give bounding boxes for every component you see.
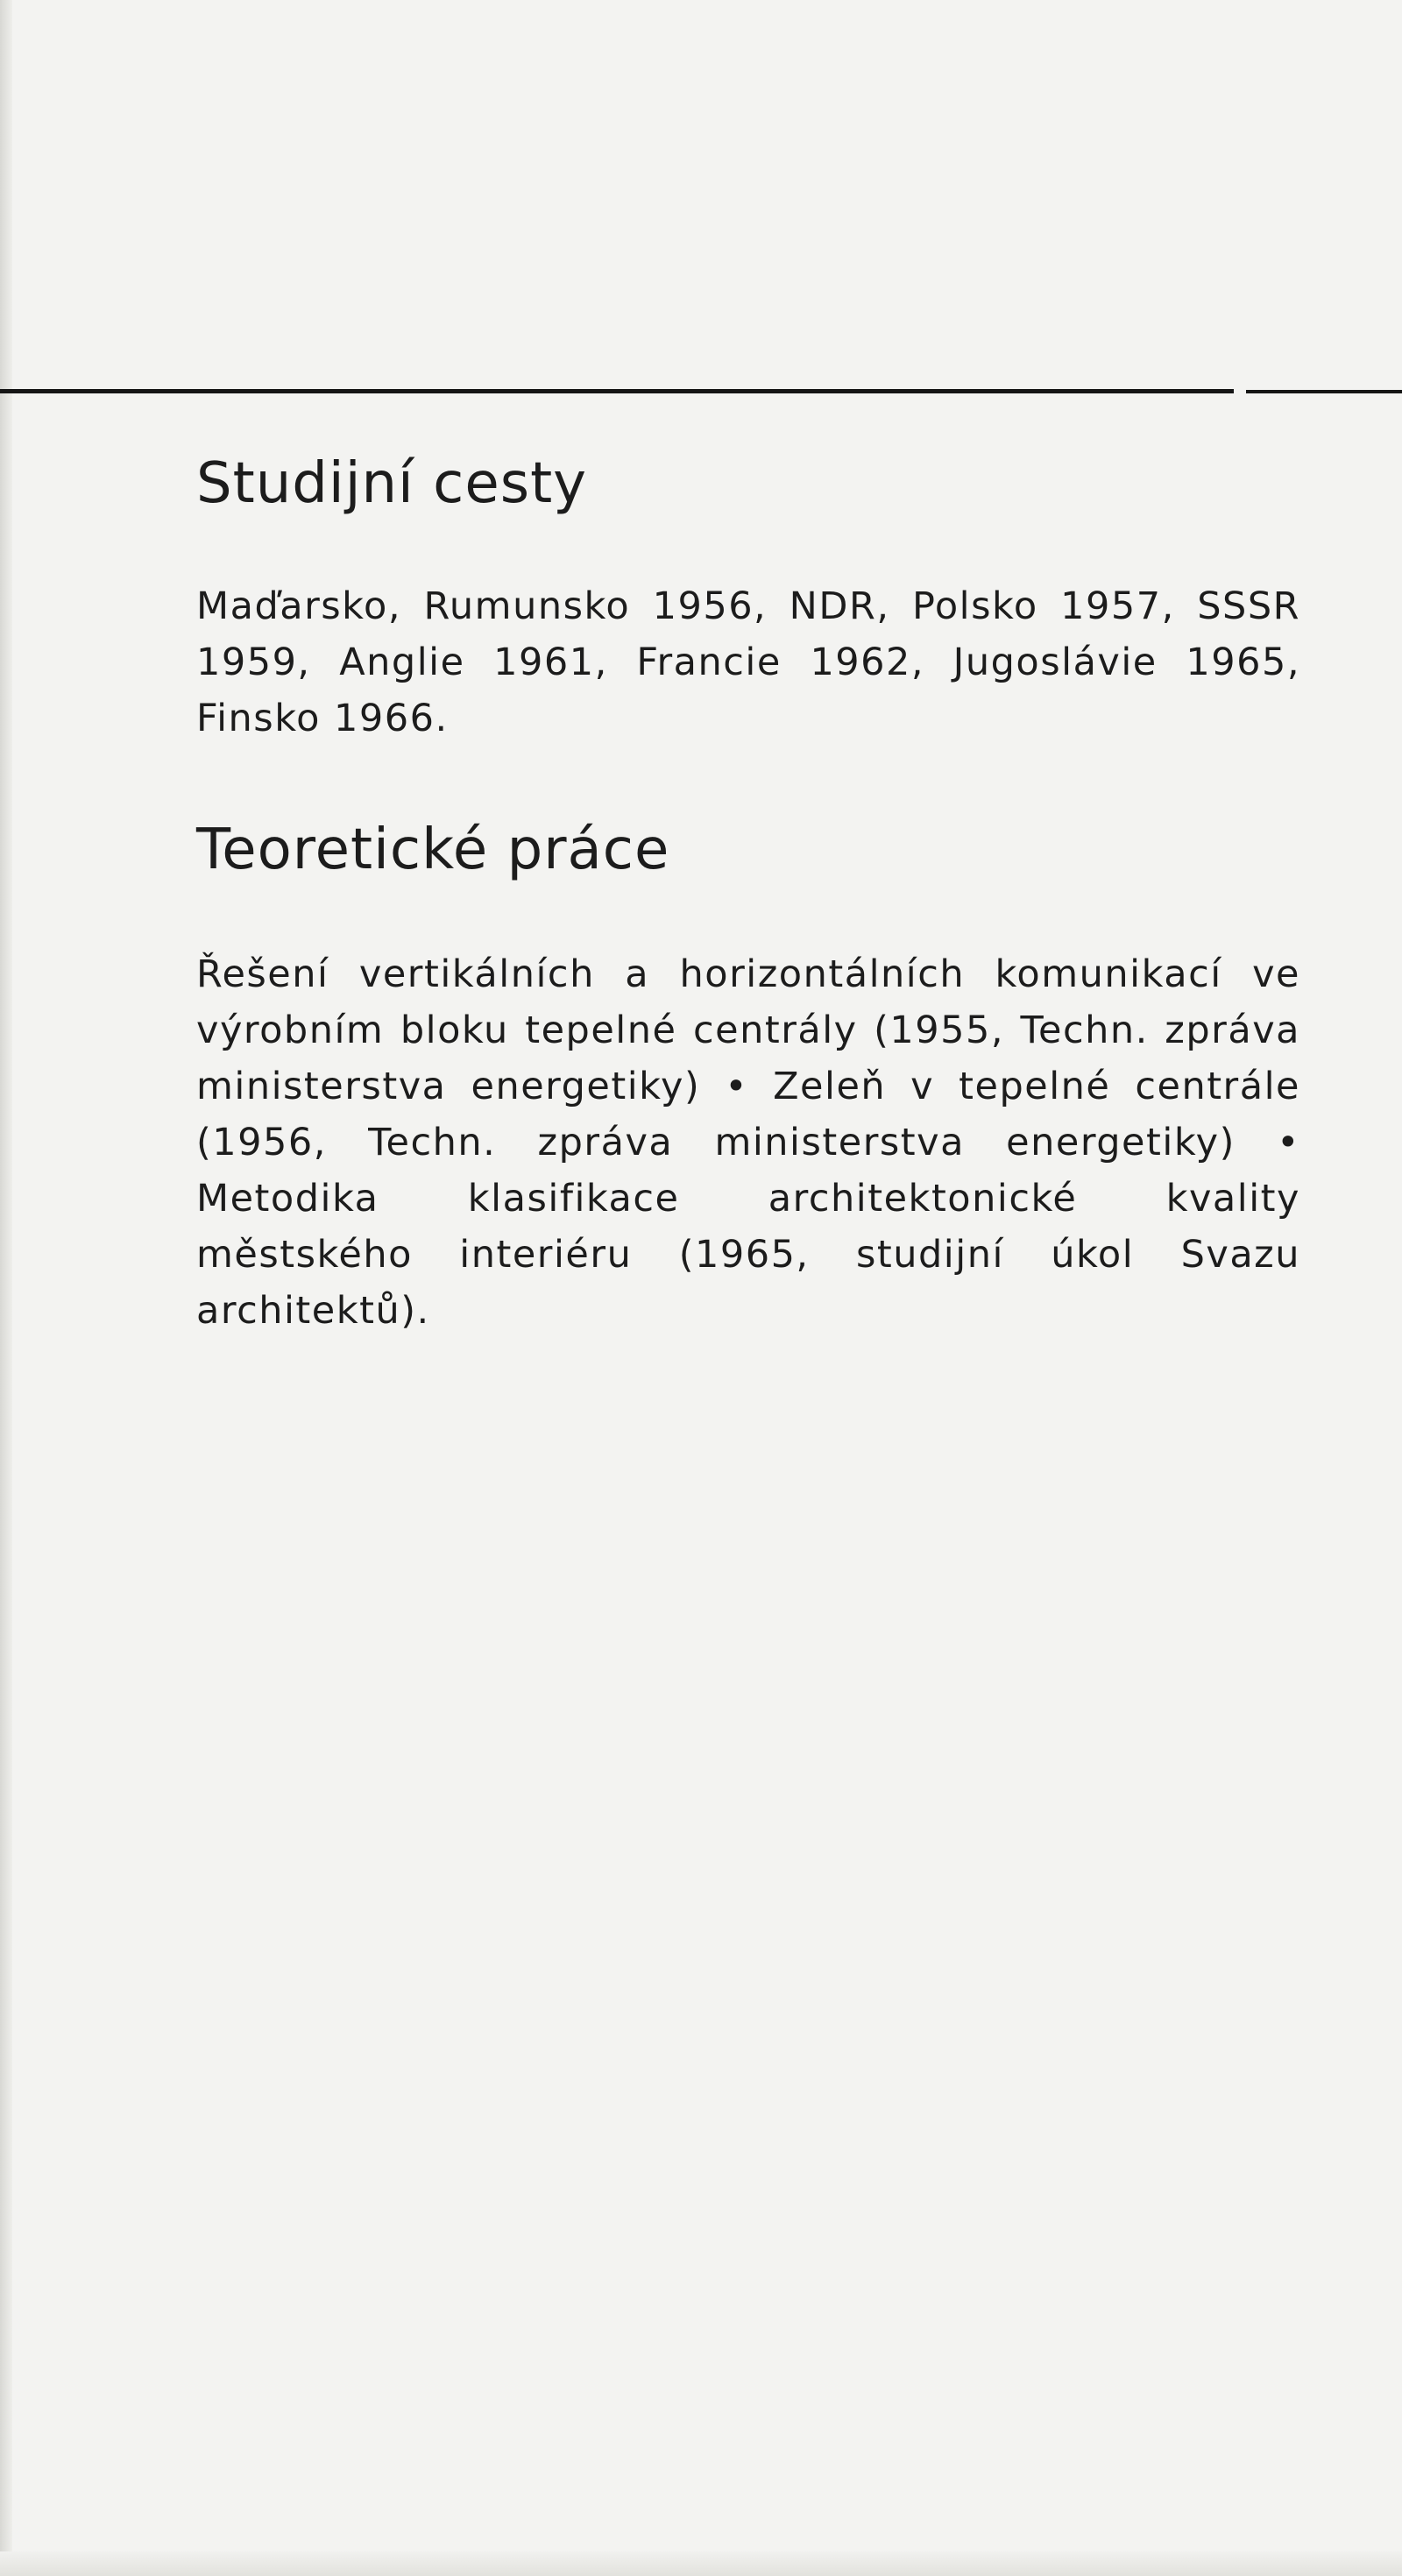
- page-bottom-edge: [0, 2551, 1402, 2576]
- horizontal-rule-short: [1246, 390, 1402, 393]
- page-binding-edge: [0, 0, 12, 2576]
- theoretical-works-text: Řešení vertikálních a horizontálních komunikací ve výrobním bloku tepelné centrály (1955, Techn. zpráva ministerstva energetiky) • Zeleň v tepelné centrále (1956, Techn. zpráva ministerstva energetiky) • Metodika klasifikace architektonické kvality městského interiéru (1965, studijní úkol Svazu architektů).: [196, 952, 1300, 1333]
- horizontal-rule: [0, 389, 1234, 393]
- section-heading-theoretical-works: Teoretické práce: [196, 817, 670, 882]
- study-trips-text: Maďarsko, Rumunsko 1956, NDR, Polsko 1957, SSSR 1959, Anglie 1961, Francie 1962, Jugoslávie 1965, Finsko 1966.: [196, 584, 1300, 740]
- section-heading-study-trips: Studijní cesty: [196, 451, 588, 516]
